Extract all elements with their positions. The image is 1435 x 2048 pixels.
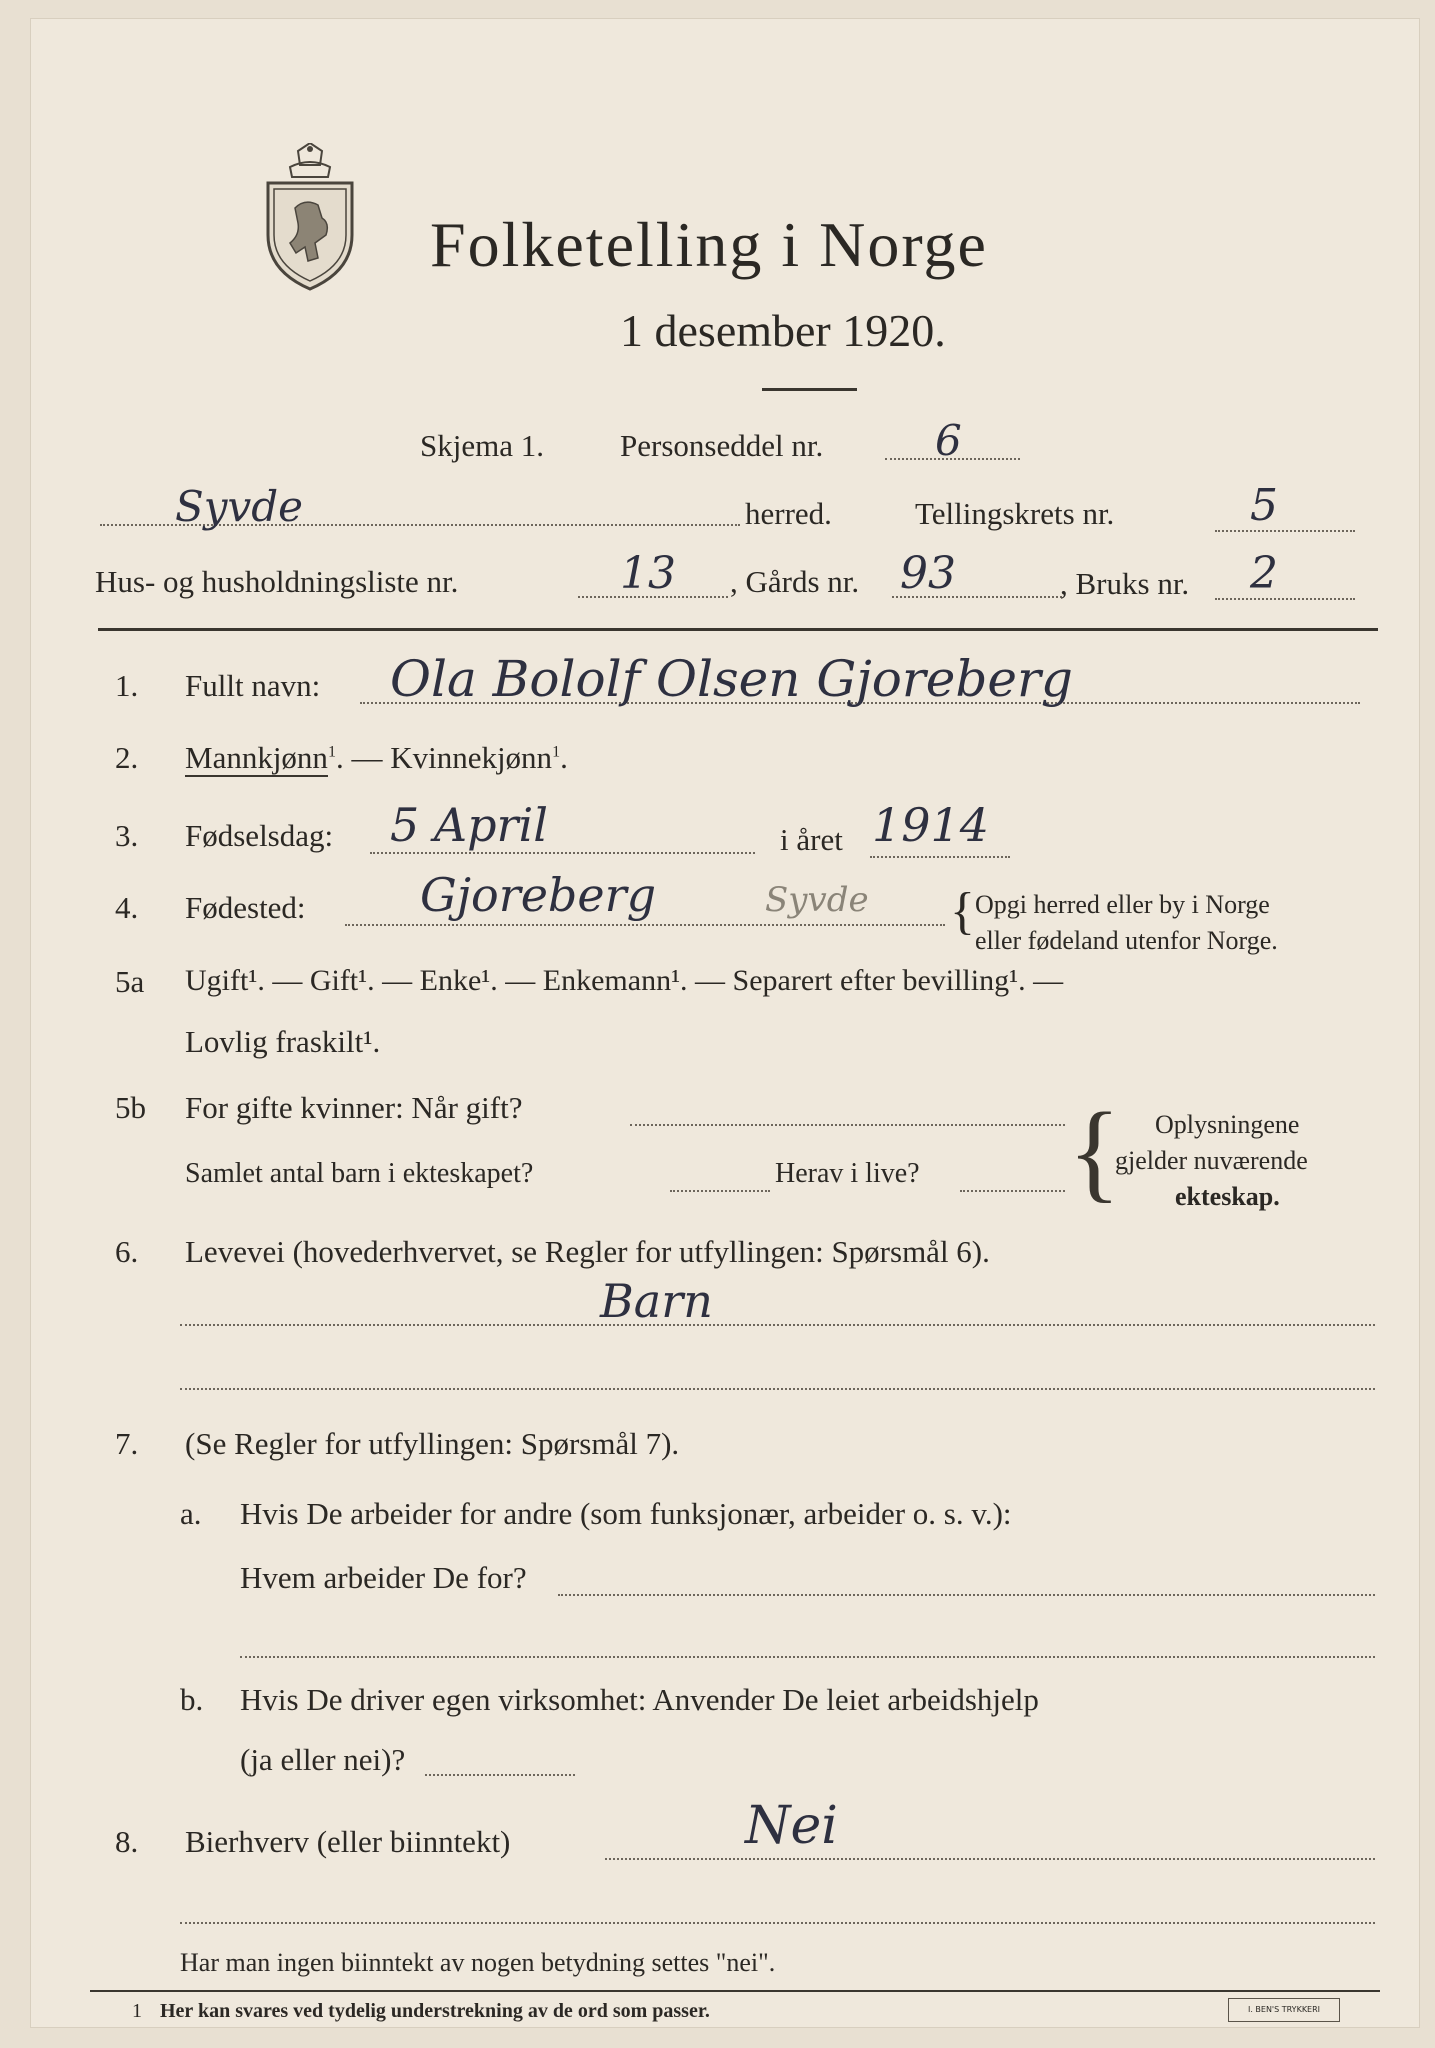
birthplace-value-2[interactable]: Syvde (765, 880, 869, 920)
gender-end: . (560, 740, 568, 775)
q5b-note-3: ekteskap. (1175, 1182, 1280, 1211)
birth-year-value[interactable]: 1914 (872, 798, 990, 852)
tellingskrets-value[interactable]: 5 (1250, 480, 1278, 531)
side-income-note: Har man ingen biinntekt av nogen betydning settes "nei". (180, 1948, 776, 1977)
q3-number: 3. (115, 818, 139, 853)
year-label: i året (780, 822, 843, 857)
gender-separator: . — (335, 740, 391, 775)
gards-value[interactable]: 93 (900, 548, 956, 599)
q1-number: 1. (115, 668, 139, 703)
q5b-note-2: gjelder nuværende (1115, 1146, 1308, 1175)
bruks-value[interactable]: 2 (1250, 548, 1278, 599)
q4-note-1: Opgi herred eller by i Norge (975, 890, 1270, 919)
q6-number: 6. (115, 1234, 139, 1269)
herred-label: herred. (745, 496, 832, 531)
full-name-value[interactable]: Ola Bololf Olsen Gjoreberg (390, 650, 1073, 708)
q5b-brace: { (1068, 1090, 1121, 1212)
q2-gender-options (185, 740, 568, 776)
form-title: Folketelling i Norge (430, 209, 988, 280)
side-income-value[interactable]: Nei (745, 1796, 838, 1856)
q8-label: Bierhverv (eller biinntekt) (185, 1824, 511, 1859)
q5b-alive-label: Herav i live? (775, 1158, 920, 1189)
bruks-label: , Bruks nr. (1060, 566, 1190, 601)
footnote-text: Her kan svares ved tydelig understrekning av de ord som passer. (160, 2000, 710, 2022)
footer-rule (90, 1990, 1380, 1992)
marital-status-options[interactable]: Ugift¹. — Gift¹. — Enke¹. — Enkemann¹. — Separert efter bevilling¹. — (185, 964, 1064, 997)
q7b-question: Hvis De driver egen virksomhet: Anvender De leiet arbeidshjelp (240, 1682, 1039, 1717)
bruks-line (1215, 598, 1355, 600)
gards-label: , Gårds nr. (730, 564, 860, 599)
census-date: 1 desember 1920. (620, 305, 946, 356)
header-rule (98, 628, 1378, 631)
birthday-line (370, 852, 755, 854)
q5b-married-label: For gifte kvinner: Når gift? (185, 1090, 523, 1125)
q5b-number: 5b (115, 1090, 146, 1125)
employer-line-2 (240, 1656, 1375, 1658)
q4-note-2: eller fødeland utenfor Norge. (975, 926, 1278, 955)
hus-value[interactable]: 13 (620, 548, 676, 599)
q8-number: 8. (115, 1824, 139, 1859)
hus-label: Hus- og husholdningsliste nr. (95, 564, 459, 599)
q3-label: Fødselsdag: (185, 818, 334, 853)
occupation-line-1 (180, 1324, 1375, 1326)
children-count-line (670, 1190, 770, 1192)
census-form-sheet (30, 18, 1420, 2028)
q7a-letter: a. (180, 1496, 202, 1531)
printer-stamp: I. BEN'S TRYKKERI (1228, 1998, 1340, 2022)
coat-of-arms-icon (260, 143, 360, 293)
side-income-line-2 (180, 1922, 1375, 1924)
personseddel-value[interactable]: 6 (935, 416, 962, 465)
q1-label: Fullt navn: (185, 668, 321, 703)
children-alive-line (960, 1190, 1065, 1192)
female-footnote-mark: 1 (552, 743, 561, 761)
q7b-yes-no-label: (ja eller nei)? (240, 1742, 406, 1777)
q7a-employer-label: Hvem arbeider De for? (240, 1560, 527, 1595)
tellingskrets-line (1215, 530, 1355, 532)
male-option[interactable]: Mannkjønn (185, 740, 328, 775)
q7-label: (Se Regler for utfyllingen: Spørsmål 7). (185, 1426, 680, 1461)
q5b-children-label: Samlet antal barn i ekteskapet? (185, 1158, 534, 1189)
occupation-line-2 (180, 1388, 1375, 1390)
birthplace-line (345, 924, 945, 926)
herred-value[interactable]: Syvde (175, 482, 303, 531)
personseddel-label: Personseddel nr. (620, 428, 824, 463)
q5b-note-1: Oplysningene (1155, 1110, 1300, 1139)
q4-brace: { (950, 883, 975, 940)
married-when-line (630, 1124, 1065, 1126)
skjema-label: Skjema 1. (420, 428, 544, 463)
female-option[interactable]: Kvinnekjønn (390, 740, 553, 775)
title-divider (762, 388, 857, 391)
q7b-letter: b. (180, 1682, 204, 1717)
q6-label: Levevei (hovederhvervet, se Regler for utfyllingen: Spørsmål 6). (185, 1234, 990, 1269)
hired-help-line (425, 1774, 575, 1776)
marital-status-divorced[interactable]: Lovlig fraskilt¹. (185, 1024, 381, 1059)
q7a-question: Hvis De arbeider for andre (som funksjonær, arbeider o. s. v.): (240, 1496, 1012, 1531)
birthplace-value[interactable]: Gjoreberg (420, 868, 657, 922)
employer-line-1 (558, 1594, 1375, 1596)
birthday-value[interactable]: 5 April (390, 798, 548, 852)
tellingskrets-label: Tellingskrets nr. (915, 496, 1115, 531)
year-line (870, 856, 1010, 858)
footnote-mark: 1 (132, 2000, 142, 2022)
occupation-value[interactable]: Barn (600, 1274, 713, 1328)
side-income-line-1 (605, 1858, 1375, 1860)
q5a-number: 5a (115, 964, 145, 999)
q4-label: Fødested: (185, 890, 306, 925)
q7-number: 7. (115, 1426, 139, 1461)
q4-number: 4. (115, 890, 139, 925)
q2-number: 2. (115, 740, 139, 775)
male-footnote-mark: 1 (327, 743, 336, 761)
